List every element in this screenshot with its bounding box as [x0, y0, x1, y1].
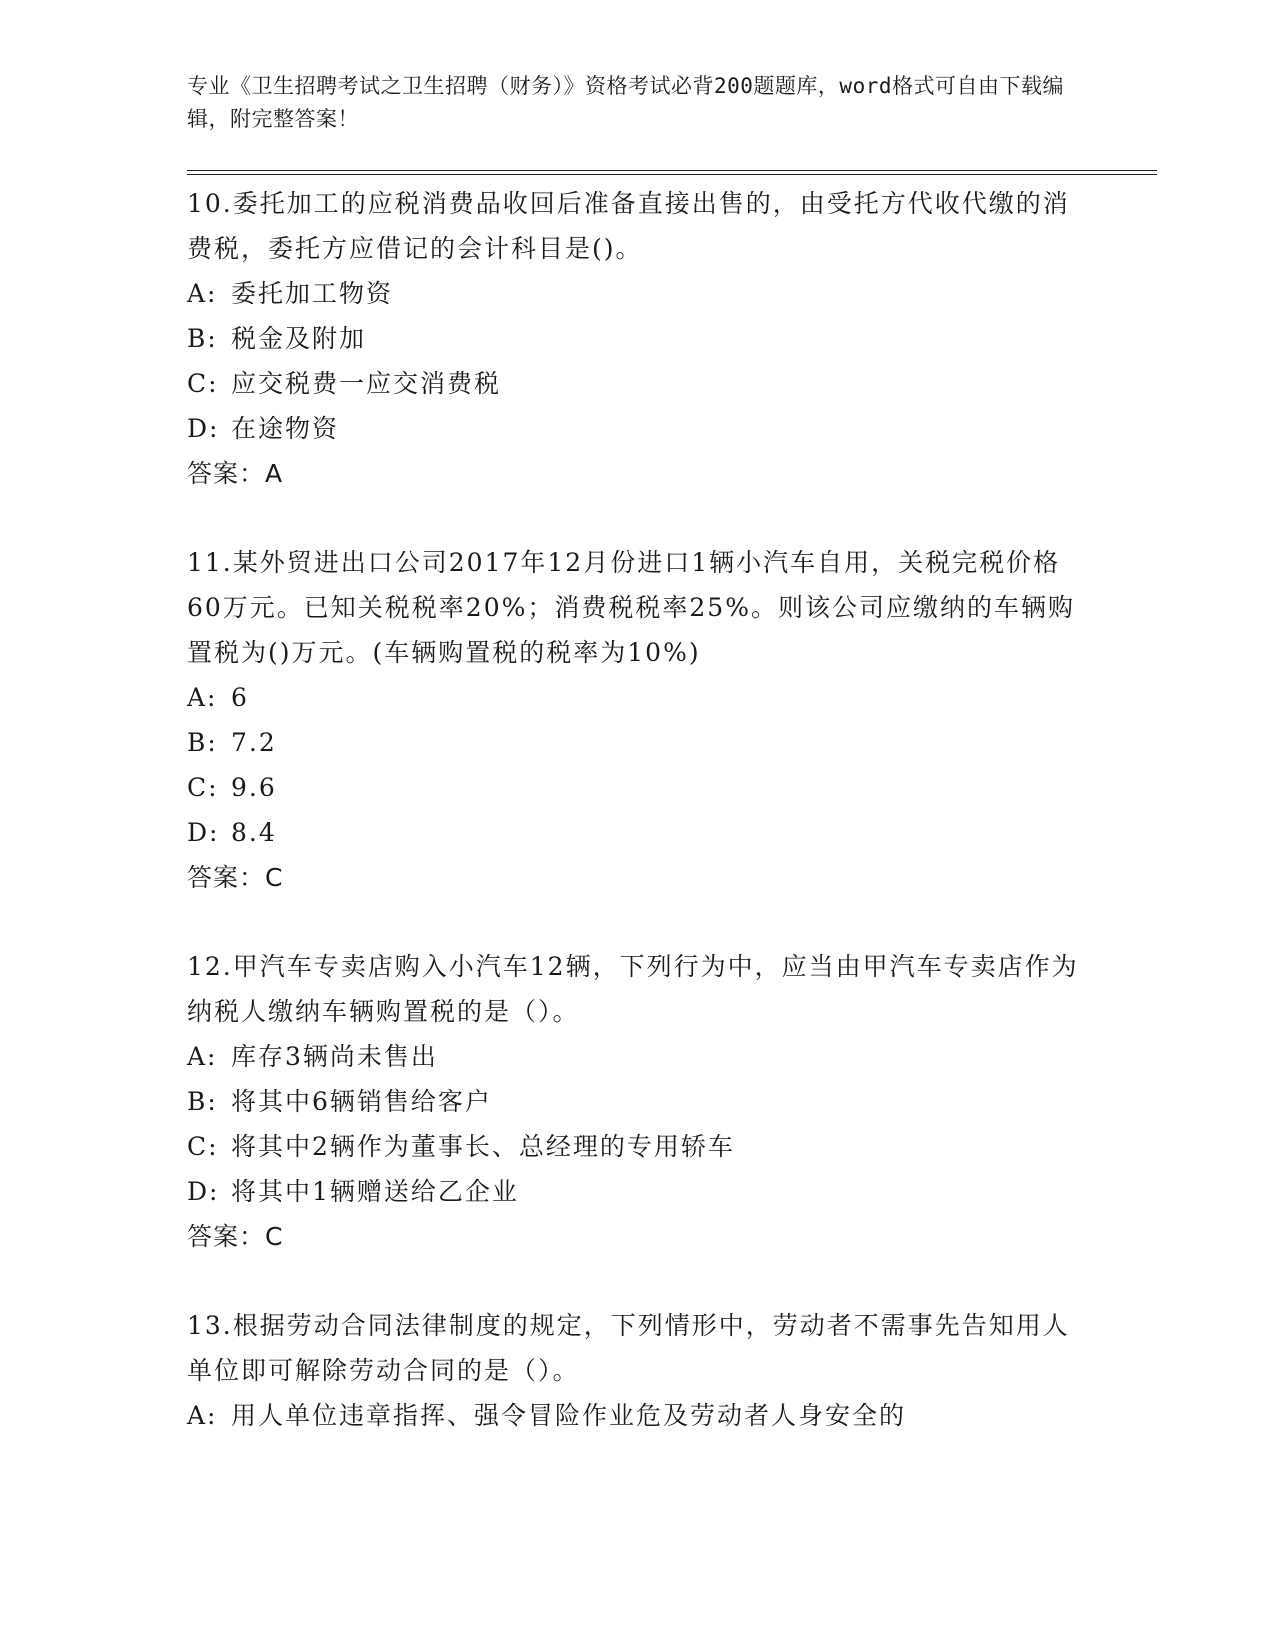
answer-line: 答案：C: [187, 1222, 284, 1251]
option-text: 将其中1辆赠送给乙企业: [231, 1177, 519, 1206]
option-c: [187, 765, 1157, 810]
option-letter: A:: [187, 279, 218, 308]
option-d: [187, 810, 1157, 855]
option-a: [187, 271, 1157, 316]
option-text: 将其中6辆销售给客户: [231, 1087, 492, 1116]
option-letter: D:: [187, 818, 220, 847]
answer-line: 答案：A: [187, 459, 284, 488]
option-letter: D:: [187, 414, 220, 443]
option-b: [187, 1079, 1157, 1124]
option-text: 8.4: [231, 818, 277, 847]
option-text: 在途物资: [231, 414, 340, 443]
option-letter: B:: [187, 324, 218, 353]
document-header: 专业《卫生招聘考试之卫生招聘（财务）》资格考试必背200题题库，word格式可自由下载编辑，附完整答案！: [187, 74, 1064, 131]
question-stem: 11.某外贸进出口公司2017年12月份进口1辆小汽车自用，关税完税价格60万元。已知关税税率20%；消费税税率25%。则该公司应缴纳的车辆购置税为()万元。(车辆购置税的税率为10%): [187, 548, 1075, 667]
document-page: [187, 70, 1157, 1482]
option-letter: B:: [187, 728, 218, 757]
option-letter: A:: [187, 1401, 218, 1430]
option-text: 6: [231, 683, 249, 712]
option-text: 税金及附加: [231, 324, 367, 353]
option-letter: C:: [187, 369, 219, 398]
option-letter: C:: [187, 1132, 219, 1161]
option-text: 用人单位违章指挥、强令冒险作业危及劳动者人身安全的: [231, 1401, 907, 1430]
answer-line: 答案：C: [187, 863, 284, 892]
option-text: 9.6: [231, 773, 277, 802]
question-stem: 12.甲汽车专卖店购入小汽车12辆，下列行为中，应当由甲汽车专卖店作为纳税人缴纳车辆购置税的是（）。: [187, 952, 1079, 1026]
option-d: [187, 1169, 1157, 1214]
option-b: [187, 720, 1157, 765]
option-text: 库存3辆尚未售出: [231, 1042, 438, 1071]
option-letter: A:: [187, 1042, 218, 1071]
option-text: 委托加工物资: [231, 279, 394, 308]
option-c: [187, 361, 1157, 406]
option-a: [187, 1393, 1157, 1438]
question-stem: 10.委托加工的应税消费品收回后准备直接出售的，由受托方代收代缴的消费税，委托方应借记的会计科目是()。: [187, 189, 1070, 263]
option-letter: C:: [187, 773, 219, 802]
option-letter: D:: [187, 1177, 220, 1206]
option-text: 7.2: [231, 728, 277, 757]
question-12: [187, 944, 1157, 1259]
question-10: [187, 181, 1157, 496]
option-d: [187, 406, 1157, 451]
option-a: [187, 675, 1157, 720]
question-11: [187, 540, 1157, 900]
option-b: [187, 316, 1157, 361]
question-stem: 13.根据劳动合同法律制度的规定，下列情形中，劳动者不需事先告知用人单位即可解除劳动合同的是（）。: [187, 1311, 1070, 1385]
option-c: [187, 1124, 1157, 1169]
option-text: 应交税费一应交消费税: [231, 369, 502, 398]
option-letter: B:: [187, 1087, 218, 1116]
question-list: [187, 181, 1157, 1438]
header-divider: [187, 170, 1157, 175]
question-13: [187, 1303, 1157, 1438]
option-letter: A:: [187, 683, 218, 712]
option-text: 将其中2辆作为董事长、总经理的专用轿车: [231, 1132, 735, 1161]
option-a: [187, 1034, 1157, 1079]
